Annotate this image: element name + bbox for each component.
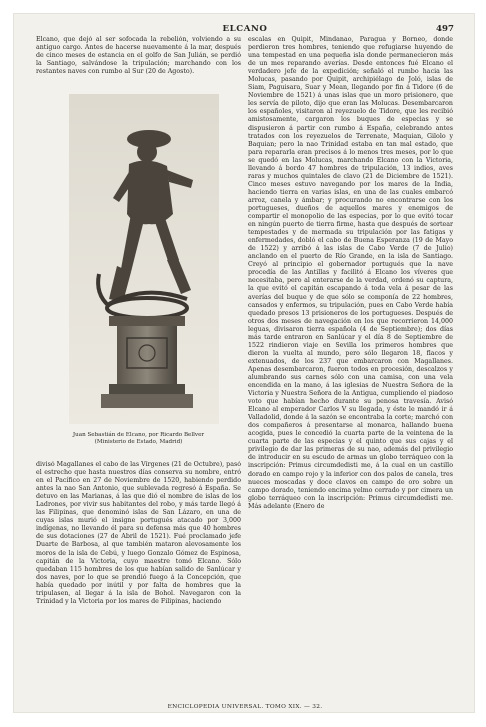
statue-photograph	[69, 94, 219, 424]
right-column-text	[248, 36, 453, 698]
running-title: ELCANO	[222, 24, 268, 34]
statue-illustration	[69, 94, 219, 424]
page-footer: ENCICLOPEDIA UNIVERSAL. TOMO XIX. — 32.	[167, 704, 323, 710]
page-number: 497	[436, 24, 454, 34]
paragraph-voyage: escalas en Quipit, Mindanao, Paragua y Borneo, donde perdieron tres hombres, teniendo que refugiarse huyendo de una tempestad en una pequeña isla donde permanecieron más de un mes reparando averías. Desde entonces fué Elcano el verdadero jefe de la expedición; señaló el rumbo hacia las Molucas, pasando por Quipit, archipiélago de Joló, islas de Siam, Paguisara, Suar y Mean, llegando por fin á Tidore (6 de Noviembre de 1521) á unas islas que un moro prisionero, que les servía de piloto, dijo que eran las Molucas. Desembarcaron los españoles, visitaron al reyezuelo de Tidore, que les recibió amistosamente, cargaron los buques de especias y se dispusieron á partir con rumbo á España, celebrando antes tratados con los reyezuelos de Terrenate, Maquian, Gilolo y Baquian; pero la nao Trinidad estaba en tan mal estado, que para repararla eran precisos á lo menos tres meses, por lo que se quedó en las Molucas, marchando Elcano con la Victoria, llevando á bordo 47 hombres de tripulación, 13 indios, aves raras y muchos quintales de clavo (21 de Diciembre de 1521). Cinco meses estuvo navegando por los mares de la India, haciendo tierra en varias islas, en una de las cuales embarcó arroz, canela y ámbar; y procurando no encontrarse con los portugueses, dueños de aquellos mares y enemigos de compartir el monopolio de las especias, por lo que evitó tocar en ningún puerto de tierra firme, hasta que después de sortear tempestades y de mermada su tripulación por las fatigas y enfermedades, dobló el cabo de Buena Esperanza (19 de Mayo de 1522) y arribó á las islas de Cabo Verde (7 de Julio) anclando en el puerto de Río Grande, en la isla de Santiago. Creyó al principio el gobernador portugués que la nave procedía de las Antillas y facilitó á Elcano los víveres que necesitaba, pero al enterarse de la verdad, ordenó su captura, la que evitó el capitán escapando á toda vela á pesar de las averías del buque y de que sólo se componía de 22 hombres, cansados y enfermos, su tripulación, pues en Cabo Verde había quedado presos 13 prisioneros de los portugueses. Después de otros dos meses de navegación en los que recorrieron 14,000 leguas, divisaron tierra española (4 de Septiembre); dos días más tarde entraron en Sanlúcar y el día 8 de Septiembre de 1522 rindieron viaje en Sevilla los primeros hombres que dieron la vuelta al mundo, pero sólo llegaron 18, flacos y extenuados, de los 237 que embarcaron con Magallanes. Apenas desembarcaron, fueron todos en procesión, descalzos y alumbrando sus carnes sólo con una camisa, con una vela encendida en la mano, á las iglesias de Nuestra Señora de la Victoria y Nuestra Señora de la Antigua, cumpliendo el piadoso voto que habían hecho durante su penosa travesía. Avisó Elcano al emperador Carlos V su llegada, y éste le mandó ir á Valladolid, donde á la sazón se encontraba la corte; marchó con dos compañeros á presentarse al monarca, hallando buena acogida, pues le concedió la cuarta parte de la veintena de la cuarta parte de las especias y el quinto que sus cajas y el privilegio de dar las primeras de su nao, además del privilegio de introducir en su escudo de armas un globo terráqueo con la inscripción: Primus circumdedisti me, á la cual en un castillo dorado en campo rojo y la inferior con dos palos de canela, tres nueces moscadas y doce clavos en campo de oro sobre un campo dorado, teniendo encima yelmo cerrado y por cimera un globo terráqueo con la inscripción: Primus circumdedisti me. Más adelante (Enero de	[248, 36, 453, 510]
caption-title: Juan Sebastián de Elcano, por Ricardo Bellver	[72, 432, 205, 438]
paragraph-magallanes: divisó Magallanes el cabo de las Vírgenes (21 de Octubre), pasó el estrecho que hasta nuestros días conserva su nombre, entró en el Pacífico en 27 de Noviembre de 1520, habiendo perdido antes la nao San Antonio, que sublevada regresó á España. Se detuvo en las Marianas, á las que dió el nombre de islas de los Ladrones, por vivir sus habitantes del robo, y más tarde llegó á las Filipinas, que denominó islas de San Lázaro, en una de cuyas islas murió el insigne portugués atacado por 3,000 indígenas, no llevando él para su defensa más que 40 hombres de sus dotaciones (27 de Abril de 1521). Fué proclamado jefe Duarte de Barbosa, al que también mataron alevosamente los moros de la isla de Cebú, y luego Gonzalo Gómez de Espinosa, capitán de la Victoria, cuyo maestre tomó Elcano. Sólo quedaban 115 hombres de los que habían salido de Sanlúcar y dos naves, por lo que se prendió fuego á la Concepción, que había quedado por inútil y por falta de hombres que la tripulasen, al llegar á la isla de Bohol. Navegaron con la Trinidad y la Victoria por los mares de Filipinas, haciendo	[36, 461, 241, 605]
paragraph-elcano-intro: Elcano, que dejó al ser sofocada la rebelión, volviendo a su antiguo cargo. Antes de hacerse nuevamente á la mar, después de cinco meses de estancia en el golfo de San Julián, se perdió la Santiago, salvándose la tripulación; marchando con los restantes naves con rumbo al Sur (20 de Agosto).	[36, 36, 241, 76]
caption-source: (Ministerio de Estado, Madrid)	[94, 439, 183, 445]
left-column-bottom-text	[36, 461, 241, 698]
encyclopedia-page	[14, 14, 474, 712]
figure-caption	[36, 432, 241, 446]
left-column-top-text	[36, 36, 241, 80]
